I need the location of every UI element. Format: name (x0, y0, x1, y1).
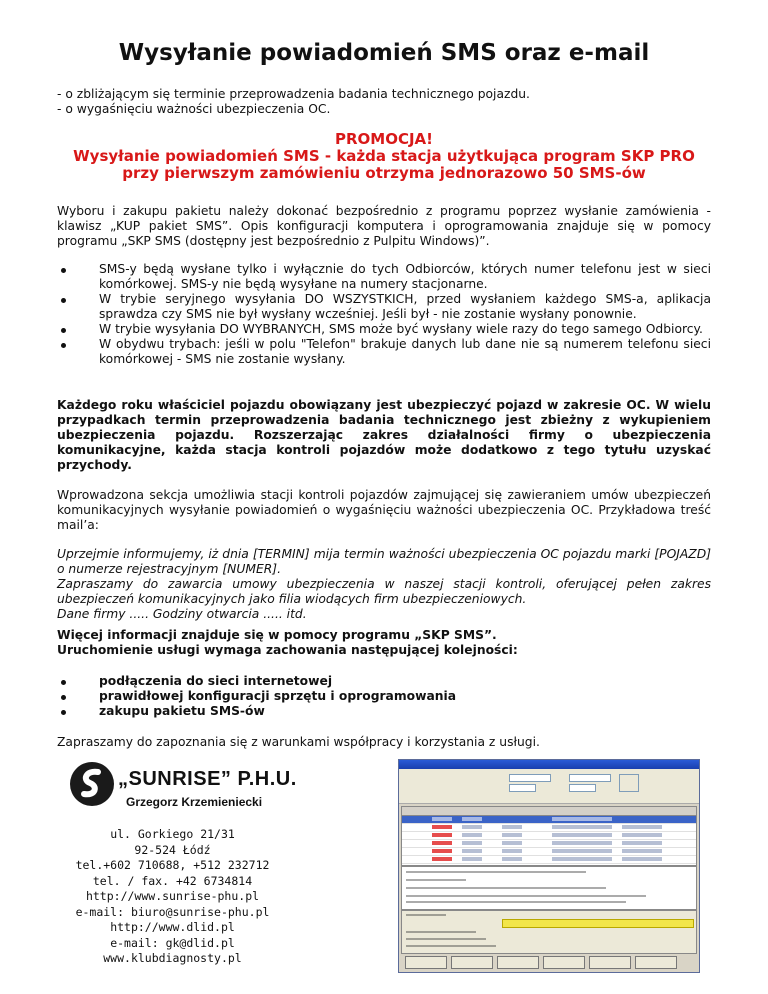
intro-line: - o wygaśnięciu ważności ubezpieczenia OC. (57, 102, 331, 116)
closing-text: Zapraszamy do zapoznania się z warunkami współpracy i korzystania z usługi. (57, 735, 540, 749)
sample-mail-line: Dane firmy ..... Godziny otwarcia ..... itd. (57, 607, 307, 621)
screenshot-titlebar (399, 760, 699, 769)
sample-mail-line: Uprzejmie informujemy, iż dnia [TERMIN] mija termin ważności ubezpieczenia OC pojazdu marki [POJAZD] o numerze rejestracyjnym [NUMER]. (57, 547, 711, 576)
screenshot-filters (399, 769, 699, 804)
promo-heading: PROMOCJA! (334, 130, 433, 148)
contact-link[interactable]: http://www.sunrise-phu.pl (85, 889, 260, 903)
list-item: SMS-y będą wysłane tylko i wyłącznie do tych Odbiorców, których numer telefonu jest w sieci komórkowej. SMS-y nie będą wysyłane na numery stacjonarne. (99, 262, 711, 291)
list-item: W trybie seryjnego wysyłania DO WSZYSTKICH, przed wysłaniem każdego SMS-a, aplikacja sprawdza czy SMS nie był wysłany wcześniej. Jeśli był - nie zostanie wysłany ponownie. (99, 292, 711, 321)
list-item: prawidłowej konfiguracji sprzętu i oprogramowania (99, 689, 711, 704)
contact-city: 92-524 Łódź (134, 842, 211, 857)
contact-phone: tel.+602 710688, +512 232712 (75, 858, 270, 872)
sunrise-logo-icon (68, 760, 116, 808)
company-logo (68, 760, 368, 830)
sample-mail-line: Zapraszamy do zawarcia umowy ubezpieczenia w naszej stacji kontroli, oferującej pełen zakres ubezpieczeń komunikacyjnych jako filia wiodących firm ubezpieczeniowych. (57, 577, 711, 606)
section-paragraph: Wprowadzona sekcja umożliwia stacji kontroli pojazdów zajmującej się zawieraniem umów ubezpieczeń komunikacyjnych wysyłanie powiadomień o wygaśnięciu ważności ubezpieczenia OC. Przykładowa treść mail’a: (57, 488, 711, 532)
more-info-line: Więcej informacji znajduje się w pomocy programu „SKP SMS”. (57, 628, 497, 642)
intro-line: - o zbliżającym się terminie przeprowadzenia badania technicznego pojazdu. (57, 87, 530, 101)
contact-block (65, 827, 280, 967)
page-title: Wysyłanie powiadomień SMS oraz e-mail (118, 40, 650, 66)
screenshot-buttons (401, 954, 695, 970)
list-item: W trybie wysyłania DO WYBRANYCH, SMS może być wysłany wiele razy do tego samego Odbiorcy. (99, 322, 711, 337)
requirements-list (99, 674, 711, 719)
more-info-line: Uruchomienie usługi wymaga zachowania następującej kolejności: (57, 643, 518, 657)
company-owner: Grzegorz Krzemieniecki (126, 795, 263, 809)
more-info (57, 628, 711, 658)
promo-block (57, 131, 711, 182)
list-item: W obydwu trybach: jeśli w polu "Telefon" brakuje danych lub dane nie są numerem telefonu sieci komórkowej - SMS nie zostanie wysłany. (99, 337, 711, 366)
contact-address: ul. Gorkiego 21/31 (110, 827, 235, 841)
intro-list (57, 87, 711, 117)
list-item: zakupu pakietu SMS-ów (99, 704, 711, 719)
contact-link[interactable]: http://www.dlid.pl (110, 920, 235, 934)
contact-email[interactable]: e-mail: biuro@sunrise-phu.pl (75, 904, 270, 919)
insurance-paragraph: Każdego roku właściciel pojazdu obowiązany jest ubezpieczyć pojazd w zakresie OC. W wielu przypadkach termin przeprowadzenia badania technicznego jest zbieżny z wykupieniem ubezpieczenia pojazdu. Rozszerzając zakres działalności firmy o ubezpieczenia komunikacyjne, każda stacja kontroli pojazdów może dodatkowo z tego tytułu uzyskać przychody. (57, 398, 711, 472)
contact-link[interactable]: www.klubdiagnosty.pl (103, 951, 242, 965)
contact-fax: tel. / fax. +42 6734814 (92, 873, 253, 888)
order-paragraph: Wyboru i zakupu pakietu należy dokonać bezpośrednio z programu poprzez wysłanie zamówienia - klawisz „KUP pakiet SMS”. Opis konfiguracji komputera i oprogramowania znajduje się w pomocy programu „SKP SMS (dostępny jest bezpośrednio z Pulpitu Windows)”. (57, 204, 711, 248)
screenshot-message (401, 866, 697, 910)
sample-mail (57, 547, 711, 622)
list-item: podłączenia do sieci internetowej (99, 674, 711, 689)
screenshot-sms-panel (401, 910, 697, 954)
screenshot-grid (401, 806, 697, 866)
company-name: „SUNRISE” P.H.U. (118, 768, 297, 790)
program-screenshot (398, 759, 700, 973)
sms-rules-list (99, 262, 711, 367)
promo-line: Wysyłanie powiadomień SMS - każda stacja użytkująca program SKP PRO (73, 147, 695, 165)
promo-line: przy pierwszym zamówieniu otrzyma jednorazowo 50 SMS-ów (122, 164, 646, 182)
contact-email[interactable]: e-mail: gk@dlid.pl (110, 935, 235, 950)
